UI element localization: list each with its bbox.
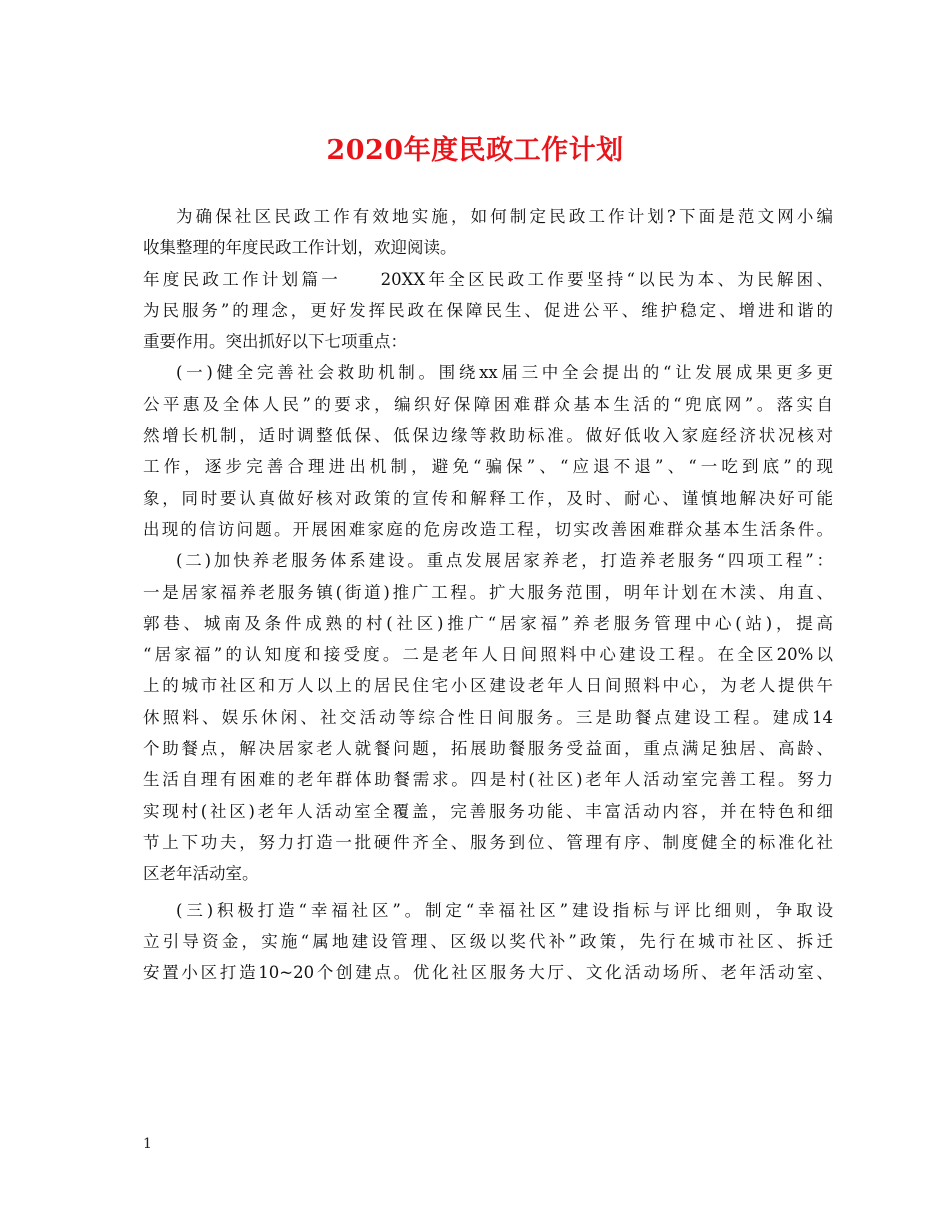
body-line: 公平惠及全体人民”的要求，编织好保障困难群众基本生活的“兜底网”。落实自 bbox=[143, 394, 833, 414]
body-line: 郭巷、城南及条件成熟的村(社区)推广“居家福”养老服务管理中心(站)，提高 bbox=[143, 613, 833, 633]
body-line: 然增长机制，适时调整低保、低保边缘等救助标准。做好低收入家庭经济状况核对 bbox=[143, 426, 833, 446]
document-body bbox=[143, 201, 833, 988]
body-line: 休照料、娱乐休闲、社交活动等综合性日间服务。三是助餐点建设工程。建成14 bbox=[143, 707, 833, 727]
body-line: 工作，逐步完善合理进出机制，避免“骗保”、“应退不退”、“一吃到底”的现 bbox=[143, 457, 833, 477]
page-number: 1 bbox=[143, 1136, 152, 1152]
body-line: 立引导资金，实施“属地建设管理、区级以奖代补”政策，先行在城市社区、拆迁 bbox=[143, 931, 833, 951]
body-line: 一是居家福养老服务镇(街道)推广工程。扩大服务范围，明年计划在木渎、甪直、 bbox=[143, 582, 833, 602]
body-line: 年度民政工作计划篇一 20XX年全区民政工作要坚持“以民为本、为民解困、 bbox=[143, 269, 833, 289]
body-line: 重要作用。突出抓好以下七项重点： bbox=[143, 332, 407, 352]
body-line: 收集整理的年度民政工作计划，欢迎阅读。 bbox=[143, 238, 457, 258]
body-line: (二)加快养老服务体系建设。重点发展居家养老，打造养老服务“四项工程”： bbox=[176, 551, 833, 571]
body-line: “居家福”的认知度和接受度。二是老年人日间照料中心建设工程。在全区20%以 bbox=[143, 645, 833, 665]
body-line: 象，同时要认真做好核对政策的宣传和解释工作，及时、耐心、谨慎地解决好可能 bbox=[143, 488, 833, 508]
document-title: 2020年度民政工作计划 bbox=[326, 135, 624, 166]
body-line: 实现村(社区)老年人活动室全覆盖，完善服务功能、丰富活动内容，并在特色和细 bbox=[143, 801, 833, 821]
body-line: 为确保社区民政工作有效地实施，如何制定民政工作计划?下面是范文网小编 bbox=[176, 207, 833, 226]
body-line: 节上下功夫，努力打造一批硬件齐全、服务到位、管理有序、制度健全的标准化社 bbox=[143, 832, 833, 852]
body-line: 区老年活动室。 bbox=[143, 864, 259, 884]
body-line: (三)积极打造“幸福社区”。制定“幸福社区”建设指标与评比细则，争取设 bbox=[176, 900, 833, 920]
body-line: 个助餐点，解决居家老人就餐问题，拓展助餐服务受益面，重点满足独居、高龄、 bbox=[143, 739, 833, 759]
body-line: 上的城市社区和万人以上的居民住宅小区建设老年人日间照料中心，为老人提供午 bbox=[143, 676, 833, 696]
body-line: (一)健全完善社会救助机制。围绕xx届三中全会提出的“让发展成果更多更 bbox=[176, 363, 833, 383]
body-line: 生活自理有困难的老年群体助餐需求。四是村(社区)老年人活动室完善工程。努力 bbox=[143, 770, 833, 790]
body-line: 安置小区打造10~20个创建点。优化社区服务大厅、文化活动场所、老年活动室、 bbox=[143, 963, 833, 983]
body-line: 为民服务”的理念，更好发挥民政在保障民生、促进公平、维护稳定、增进和谐的 bbox=[143, 300, 833, 320]
body-line: 出现的信访问题。开展困难家庭的危房改造工程，切实改善困难群众基本生活条件。 bbox=[143, 519, 833, 539]
